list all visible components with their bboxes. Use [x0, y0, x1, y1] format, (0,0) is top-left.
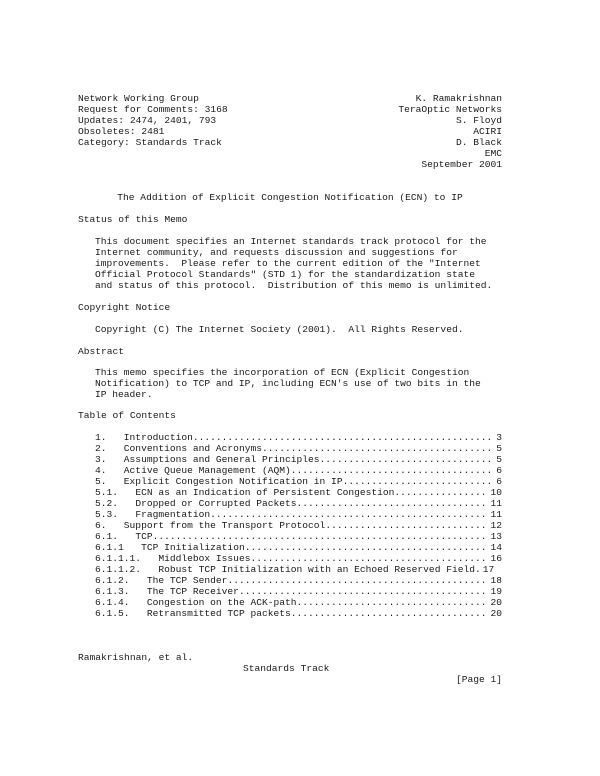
toc-leader — [193, 432, 494, 443]
toc-leader — [250, 553, 488, 564]
header-left-3: Updates: 2474, 2401, 793 — [78, 115, 217, 126]
toc-page: 18 — [490, 575, 502, 586]
toc-title: Support from the Transport Protocol — [123, 520, 326, 531]
toc-number: 5.1. — [95, 487, 119, 498]
toc-title: Conventions and Acronyms — [123, 443, 262, 454]
toc-page: 11 — [490, 498, 502, 509]
toc-leader — [343, 476, 495, 487]
toc-title: Explicit Congestion Notification in IP — [123, 476, 343, 487]
toc-number: 4. — [95, 465, 107, 476]
status-line-4: Official Protocol Standards" (STD 1) for the standardization state — [95, 269, 475, 280]
toc-number: 6.1.3. — [95, 586, 130, 597]
header-right-2: TeraOptic Networks — [398, 104, 502, 115]
footer-status: Standards Track — [243, 663, 330, 674]
toc-entry[interactable] — [95, 564, 502, 575]
toc-entry[interactable] — [95, 520, 502, 531]
toc-title: Assumptions and General Principles — [123, 454, 320, 465]
document-title: The Addition of Explicit Congestion Notification (ECN) to IP — [117, 192, 463, 203]
status-line-1: This document specifies an Internet standards track protocol for the — [95, 236, 487, 247]
header-left-2: Request for Comments: 3168 — [78, 104, 228, 115]
header-right-7: September 2001 — [421, 159, 502, 170]
toc-leader — [239, 586, 489, 597]
header-right-5: D. Black — [455, 137, 502, 148]
toc-number: 6.1.1.2. — [95, 564, 142, 575]
toc-leader — [291, 465, 494, 476]
footer-authors: Ramakrishnan, et al. — [78, 652, 194, 663]
toc-title: Congestion on the ACK-path — [146, 597, 297, 608]
toc-number: 6.1.1 — [95, 542, 124, 553]
status-line-3: improvements. Please refer to the current edition of the "Internet — [95, 258, 481, 269]
toc-entry[interactable] — [95, 498, 502, 509]
toc-leader — [325, 520, 488, 531]
toc-number: 5. — [95, 476, 107, 487]
header-row-1 — [78, 93, 502, 104]
toc-number: 6.1.2. — [95, 575, 130, 586]
toc-entry[interactable] — [95, 476, 502, 487]
toc-page: 10 — [490, 487, 502, 498]
toc-title: Introduction — [123, 432, 193, 443]
header-row-5 — [78, 137, 502, 148]
toc-title: The TCP Sender — [146, 575, 228, 586]
toc-heading: Table of Contents — [78, 410, 176, 421]
copyright-text: Copyright (C) The Internet Society (2001). All Rights Reserved. — [95, 324, 464, 335]
toc-leader — [291, 608, 489, 619]
toc-entry[interactable] — [95, 575, 502, 586]
toc-entry[interactable] — [95, 586, 502, 597]
header-right-3: S. Floyd — [455, 115, 502, 126]
toc-title: Middlebox Issues — [158, 553, 251, 564]
toc-number: 6.1.5. — [95, 608, 130, 619]
header-row-2 — [78, 104, 502, 115]
toc-leader — [297, 597, 489, 608]
toc-leader — [153, 531, 489, 542]
toc-entry[interactable] — [95, 553, 502, 564]
toc-leader — [394, 487, 488, 498]
toc-leader — [297, 498, 489, 509]
toc-page: 3 — [496, 432, 502, 443]
toc-number: 5.2. — [95, 498, 119, 509]
toc-entry[interactable] — [95, 531, 502, 542]
toc-entry[interactable] — [95, 487, 502, 498]
toc-page: 20 — [490, 608, 502, 619]
abstract-line-2: Notification) to TCP and IP, including ECN's use of two bits in the — [95, 378, 481, 389]
header-row-3 — [78, 115, 502, 126]
toc-page: 20 — [490, 597, 502, 608]
header-left-1: Network Working Group — [78, 93, 199, 104]
toc-page: 6 — [496, 476, 502, 487]
toc-number: 6. — [95, 520, 107, 531]
toc-title: Active Queue Management (AQM) — [123, 465, 291, 476]
toc-page: 12 — [490, 520, 502, 531]
header-right-1: K. Ramakrishnan — [415, 93, 502, 104]
toc-page: 13 — [490, 531, 502, 542]
toc-title: Retransmitted TCP packets — [146, 608, 291, 619]
header-left-5: Category: Standards Track — [78, 137, 222, 148]
header-right-6: EMC — [484, 148, 502, 159]
toc-leader — [227, 575, 488, 586]
toc-page: 16 — [490, 553, 502, 564]
toc-number: 6.1.4. — [95, 597, 130, 608]
toc-page: 6 — [496, 465, 502, 476]
toc-entry[interactable] — [95, 454, 502, 465]
toc-number: 3. — [95, 454, 107, 465]
status-line-5: and status of this protocol. Distribution of this memo is unlimited. — [95, 280, 493, 291]
toc-number: 1. — [95, 432, 107, 443]
toc-page: 11 — [490, 509, 502, 520]
abstract-line-3: IP header. — [95, 389, 153, 400]
toc-title: The TCP Receiver — [146, 586, 239, 597]
header-right-4: ACIRI — [473, 126, 502, 137]
toc-entry[interactable] — [95, 509, 502, 520]
toc-title: Dropped or Corrupted Packets — [135, 498, 297, 509]
footer-page-number: [Page 1] — [455, 674, 502, 685]
toc-entry[interactable] — [95, 432, 502, 443]
header-row-4 — [78, 126, 502, 137]
toc-leader — [245, 542, 489, 553]
toc-number: 6.1. — [95, 531, 119, 542]
toc-number: 6.1.1.1. — [95, 553, 142, 564]
abstract-heading: Abstract — [78, 346, 125, 357]
header-left-4: Obsoletes: 2481 — [78, 126, 165, 137]
toc-leader — [262, 443, 494, 454]
toc-entry[interactable] — [95, 443, 502, 454]
toc-leader — [320, 454, 495, 465]
toc-number: 5.3. — [95, 509, 119, 520]
toc-number: 2. — [95, 443, 107, 454]
toc-entry[interactable] — [95, 542, 502, 553]
toc-entry[interactable] — [95, 597, 502, 608]
status-heading: Status of this Memo — [78, 214, 188, 225]
toc-title: ECN as an Indication of Persistent Congestion — [135, 487, 395, 498]
toc-title: TCP — [135, 531, 153, 542]
toc-entry[interactable] — [95, 465, 502, 476]
toc-page: 5 — [496, 454, 502, 465]
copyright-heading: Copyright Notice — [78, 302, 171, 313]
abstract-line-1: This memo specifies the incorporation of ECN (Explicit Congestion — [95, 367, 470, 378]
toc-title: TCP Initialization — [141, 542, 245, 553]
status-line-2: Internet community, and requests discussion and suggestions for — [95, 247, 458, 258]
toc-page: 14 — [490, 542, 502, 553]
toc-page: 5 — [496, 443, 502, 454]
page-footer — [78, 641, 502, 685]
toc-leader — [210, 509, 488, 520]
toc-entry[interactable] — [95, 608, 502, 619]
toc-title: Robust TCP Initialization with an Echoed Reserved Field. — [158, 564, 481, 575]
toc-page: 17 — [482, 564, 495, 575]
toc-title: Fragmentation — [135, 509, 211, 520]
toc-page: 19 — [490, 586, 502, 597]
